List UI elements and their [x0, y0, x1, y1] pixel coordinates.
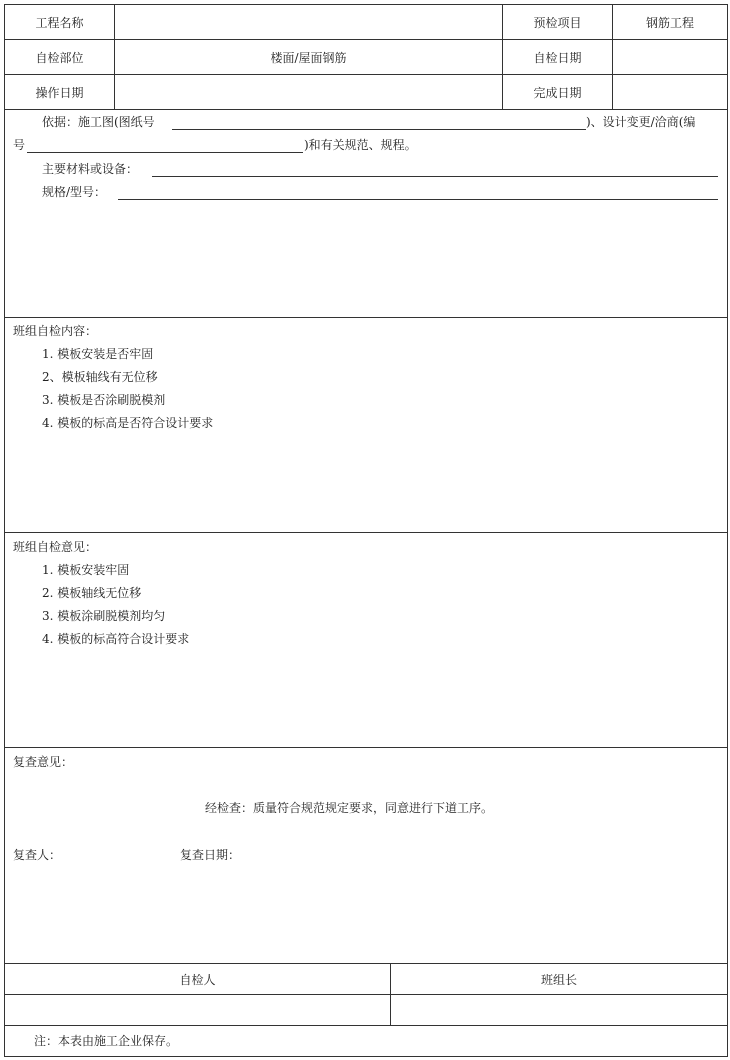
operation-date-label: 操作日期 [35, 85, 84, 100]
basis-line2-prefix: 号 [13, 138, 26, 152]
team-leader-label: 班组长 [540, 972, 577, 987]
project-name-field[interactable] [115, 5, 502, 39]
row-divider [4, 109, 727, 110]
list-item: 2、模板轴线有无位移 [42, 370, 158, 384]
drawing-number-blank[interactable] [172, 129, 586, 130]
self-inspector-label: 自检人 [179, 972, 216, 987]
table-border-right [727, 4, 728, 1057]
self-check-part-label: 自检部位 [35, 50, 84, 65]
materials-blank[interactable] [152, 176, 718, 177]
completion-date-label: 完成日期 [533, 85, 582, 100]
review-title: 复查意见： [13, 755, 74, 769]
self-inspector-field[interactable] [5, 995, 390, 1025]
spec-label: 规格/型号： [42, 185, 107, 199]
list-item: 4. 模板的标高符合设计要求 [42, 632, 190, 646]
materials-label: 主要材料或设备： [42, 162, 139, 176]
table-border-left [4, 4, 5, 1057]
operation-date-field[interactable] [115, 75, 502, 109]
list-item: 1. 模板安装牢固 [42, 563, 130, 577]
footer-note: 注：本表由施工企业保存。 [34, 1034, 179, 1048]
basis-line2-suffix: )和有关规范、规程。 [304, 138, 417, 152]
list-item: 1. 模板安装是否牢固 [42, 347, 154, 361]
list-item: 4. 模板的标高是否符合设计要求 [42, 416, 214, 430]
section-divider [4, 747, 727, 748]
table-border-bottom [4, 1056, 727, 1057]
pre-inspection-item-field[interactable]: 钢筋工程 [645, 15, 694, 30]
section-divider [4, 317, 727, 318]
section-divider [4, 532, 727, 533]
basis-line1-prefix: 依据：施工图(图纸号 [42, 115, 155, 129]
project-name-label: 工程名称 [35, 15, 84, 30]
team-check-opinion-title: 班组自检意见： [13, 540, 98, 554]
team-check-content-title: 班组自检内容： [13, 324, 98, 338]
team-leader-field[interactable] [391, 995, 727, 1025]
review-conclusion: 经检查：质量符合规范规定要求，同意进行下道工序。 [205, 801, 494, 815]
basis-line1-suffix: )、设计变更/洽商(编 [586, 115, 696, 129]
reviewer-label: 复查人： [13, 848, 62, 862]
self-check-part-field[interactable]: 楼面/屋面钢筋 [270, 50, 347, 65]
list-item: 3. 模板是否涂刷脱模剂 [42, 393, 166, 407]
list-item: 3. 模板涂刷脱模剂均匀 [42, 609, 166, 623]
self-check-date-label: 自检日期 [533, 50, 582, 65]
row-divider [4, 1025, 727, 1026]
spec-blank[interactable] [118, 199, 718, 200]
list-item: 2. 模板轴线无位移 [42, 586, 142, 600]
completion-date-field[interactable] [613, 75, 727, 109]
review-date-label: 复查日期： [180, 848, 241, 862]
pre-inspection-item-label: 预检项目 [533, 15, 582, 30]
self-check-date-field[interactable] [613, 40, 727, 74]
change-number-blank[interactable] [27, 152, 303, 153]
